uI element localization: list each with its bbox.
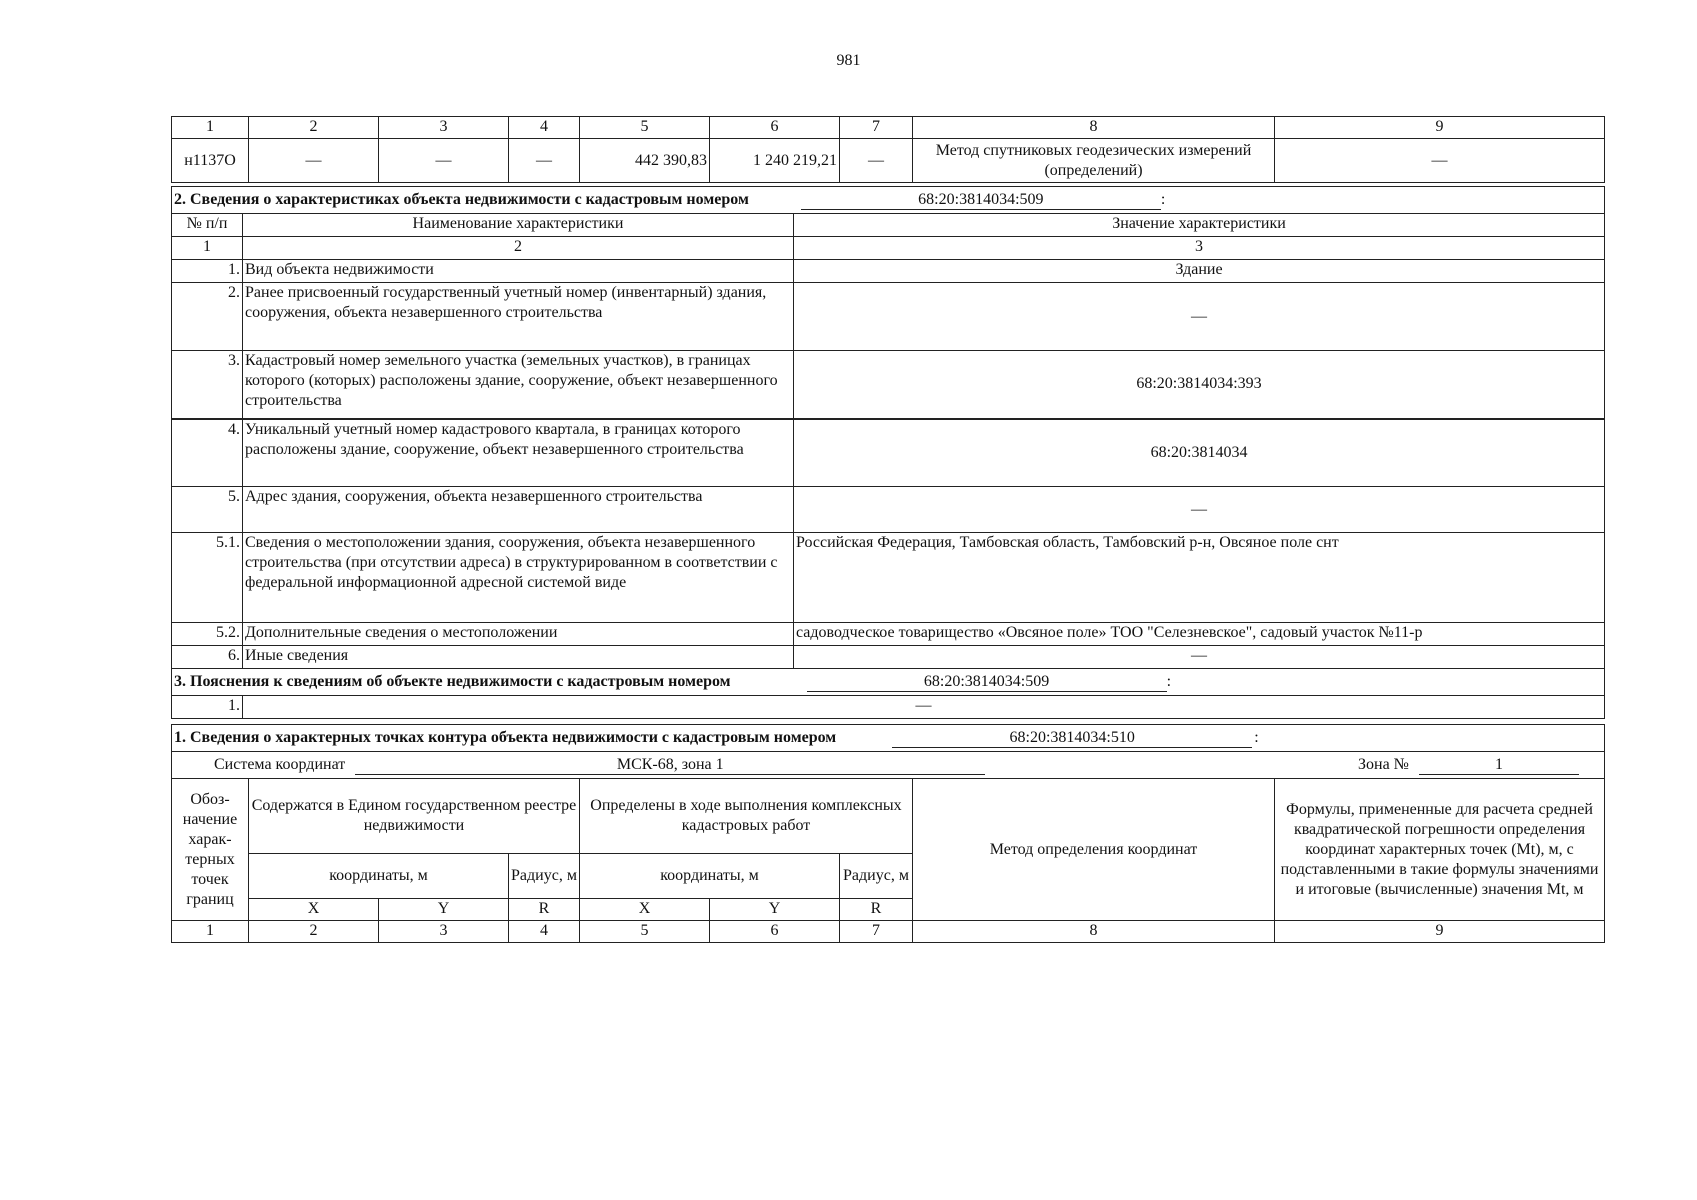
- section2-title: 2. Сведения о характеристиках объекта недвижимости с кадастровым номером: [174, 191, 749, 208]
- row-number: 5.1.: [172, 533, 243, 623]
- col-number-8: 8: [913, 921, 1275, 943]
- kkr-x: 442 390,83: [580, 139, 710, 183]
- col-number-1: 1: [172, 921, 249, 943]
- row-value: 68:20:3814034:393: [794, 351, 1605, 419]
- col-number-2: 2: [249, 921, 379, 943]
- table-row: [172, 623, 1605, 646]
- row-value: —: [794, 646, 1605, 669]
- coord-system-label: Система координат: [214, 756, 346, 773]
- section1-title: 1. Сведения о характерных точках контура объекта недвижимости с кадастровым номером: [174, 729, 837, 746]
- col-header-2: 2: [249, 117, 379, 139]
- header-egrn-x: X: [249, 899, 379, 921]
- col-header-8: 8: [913, 117, 1275, 139]
- section1-points-table: [171, 724, 1604, 943]
- egrn-x: —: [249, 139, 379, 183]
- kkr-y: 1 240 219,21: [710, 139, 840, 183]
- section3-title: 3. Пояснения к сведениям об объекте недвижимости с кадастровым номером: [174, 673, 731, 690]
- egrn-y: —: [379, 139, 509, 183]
- header-egrn-y: Y: [379, 899, 509, 921]
- section2-colon: :: [1160, 191, 1166, 208]
- row-name: Кадастровый номер земельного участка (земельных участков), в границах которого (которых) расположены здание, сооружение, объект незавершенного строительства: [243, 351, 794, 419]
- header-kkr-coords: координаты, м: [580, 854, 840, 899]
- section3-cadastral-number: 68:20:3814034:509: [807, 673, 1167, 692]
- row-value: —: [243, 696, 1605, 719]
- table-row: [172, 696, 1605, 719]
- page-number: 981: [836, 52, 861, 69]
- section1-title-row: [172, 725, 1605, 752]
- row-name: Адрес здания, сооружения, объекта незавершенного строительства: [243, 487, 794, 533]
- header-method: Метод определения координат: [913, 779, 1275, 921]
- row-name: Ранее присвоенный государственный учетный номер (инвентарный) здания, сооружения, объекта незавершенного строительства: [243, 283, 794, 351]
- col-number-5: 5: [580, 921, 710, 943]
- row-value: 68:20:3814034: [794, 419, 1605, 487]
- table-row: [172, 419, 1605, 487]
- col-header-6: 6: [710, 117, 840, 139]
- zone-value: 1: [1419, 756, 1579, 775]
- header-value: Значение характеристики: [794, 214, 1605, 237]
- row-number: 1.: [172, 696, 243, 719]
- col-number-3: 3: [379, 921, 509, 943]
- section2-title-row: [172, 187, 1605, 214]
- row-value: садоводческое товарищество «Овсяное поле» ТОО "Селезневское", садовый участок №11-р: [794, 623, 1605, 646]
- col-header-1: 1: [172, 117, 249, 139]
- coordinates-continuation-table: [171, 116, 1604, 183]
- table-row: [172, 260, 1605, 283]
- egrn-r: —: [509, 139, 580, 183]
- zone-label: Зона №: [1358, 756, 1409, 773]
- kkr-r: —: [840, 139, 913, 183]
- header-designation: Обоз-начение харак-терных точек границ: [172, 779, 249, 921]
- col-header-7: 7: [840, 117, 913, 139]
- row-number: 4.: [172, 419, 243, 487]
- subheader-2: 2: [243, 237, 794, 260]
- section2-cadastral-number: 68:20:3814034:509: [801, 191, 1161, 210]
- coord-system-value: МСК-68, зона 1: [355, 756, 985, 775]
- row-number: 2.: [172, 283, 243, 351]
- col-number-4: 4: [509, 921, 580, 943]
- col-number-6: 6: [710, 921, 840, 943]
- row-name: Сведения о местоположении здания, сооружения, объекта незавершенного строительства (при отсутствии адреса) в структурированном в соответствии с федеральной информационной адресной системой виде: [243, 533, 794, 623]
- header-number: № п/п: [172, 214, 243, 237]
- col-header-5: 5: [580, 117, 710, 139]
- point-designation: н1137О: [172, 139, 249, 183]
- header-egrn-r: R: [509, 899, 580, 921]
- header-egrn: Содержатся в Едином государственном реестре недвижимости: [249, 779, 580, 854]
- header-kkr-r: R: [840, 899, 913, 921]
- col-header-9: 9: [1275, 117, 1605, 139]
- table-row: [172, 646, 1605, 669]
- row-value: —: [794, 283, 1605, 351]
- col-number-7: 7: [840, 921, 913, 943]
- row-name: Вид объекта недвижимости: [243, 260, 794, 283]
- table-row: [172, 351, 1605, 419]
- header-egrn-radius: Радиус, м: [509, 854, 580, 899]
- section1-colon: :: [1254, 729, 1259, 746]
- section3-explanations-table: [171, 668, 1604, 719]
- row-number: 6.: [172, 646, 243, 669]
- method: Метод спутниковых геодезических измерений (определений): [913, 139, 1275, 183]
- row-name: Дополнительные сведения о местоположении: [243, 623, 794, 646]
- subheader-1: 1: [172, 237, 243, 260]
- row-value: Российская Федерация, Тамбовская область, Тамбовский р-н, Овсяное поле снт: [794, 533, 1605, 623]
- col-header-4: 4: [509, 117, 580, 139]
- row-name: Уникальный учетный номер кадастрового квартала, в границах которого расположены здание, сооружение, объект незавершенного строительства: [243, 419, 794, 487]
- row-value: Здание: [794, 260, 1605, 283]
- header-egrn-coords: координаты, м: [249, 854, 509, 899]
- header-kkr: Определены в ходе выполнения комплексных кадастровых работ: [580, 779, 913, 854]
- table-row: [172, 283, 1605, 351]
- row-number: 3.: [172, 351, 243, 419]
- section3-colon: :: [1166, 673, 1172, 690]
- header-name: Наименование характеристики: [243, 214, 794, 237]
- row-value: —: [794, 487, 1605, 533]
- section1-cadastral-number: 68:20:3814034:510: [892, 729, 1252, 748]
- subheader-3: 3: [794, 237, 1605, 260]
- row-number: 5.2.: [172, 623, 243, 646]
- table-row: [172, 487, 1605, 533]
- table-row: [172, 533, 1605, 623]
- header-kkr-radius: Радиус, м: [840, 854, 913, 899]
- row-number: 1.: [172, 260, 243, 283]
- row-name: Иные сведения: [243, 646, 794, 669]
- row-number: 5.: [172, 487, 243, 533]
- col-number-9: 9: [1275, 921, 1605, 943]
- header-kkr-y: Y: [710, 899, 840, 921]
- coord-system-row: [172, 752, 1605, 779]
- col-header-3: 3: [379, 117, 509, 139]
- section2-characteristics-table: [171, 186, 1604, 669]
- header-kkr-x: X: [580, 899, 710, 921]
- formulas: —: [1275, 139, 1605, 183]
- header-formulas: Формулы, примененные для расчета средней квадратической погрешности определения координат характерных точек (Mt), м, с подставленными в такие формулы значениями и итоговые (вычисленные) значения Mt, м: [1275, 779, 1605, 921]
- section3-title-row: [172, 669, 1605, 696]
